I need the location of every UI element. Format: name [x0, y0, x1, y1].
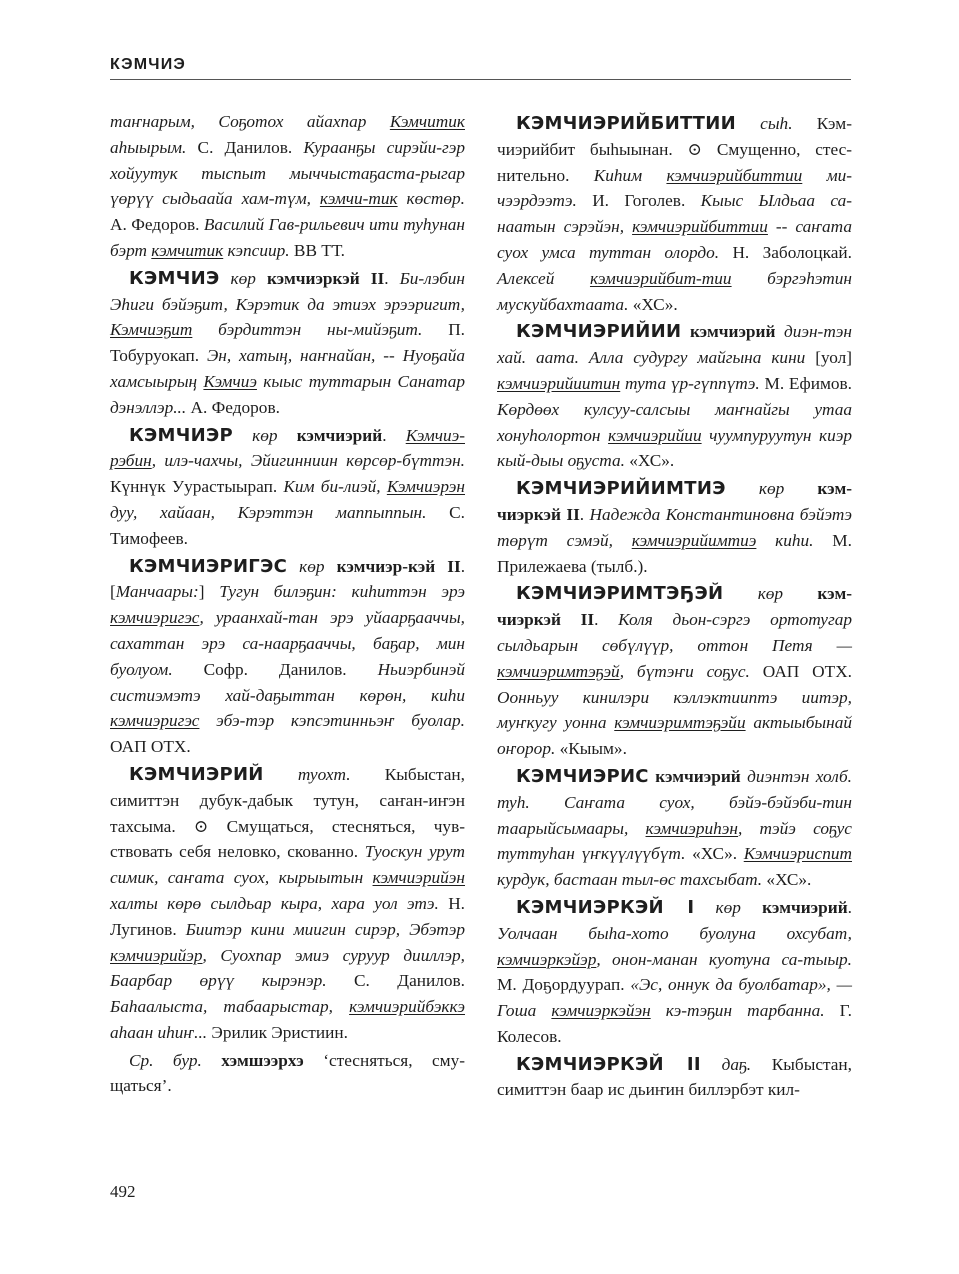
headword: КЭМЧИЭРКЭЙ I — [516, 896, 695, 918]
underlined-example: Кэмчиэриспит — [743, 844, 852, 864]
underlined-example: кэмчитик — [151, 240, 224, 260]
underlined-example: кэмчиэригэс — [110, 608, 200, 628]
text-run: . — [847, 897, 852, 917]
text-run: Кэм-чиэрийбит быһыынан. ⊙ Смущенно, стес-нительно. — [497, 114, 852, 185]
underlined-example: кэмчиэрийии — [608, 425, 702, 445]
text-run: Н. Лугинов. — [110, 893, 466, 939]
italic-text: аһаан иһиҥ... — [110, 1022, 208, 1042]
italic-text: Ким би-лиэй, — [283, 477, 387, 497]
italic-text: көр — [725, 479, 818, 499]
underlined-example: кэмчиэрийэр — [110, 945, 203, 965]
text-run: «ХС». — [628, 294, 678, 314]
bold-reference: хэмшээрхэ — [221, 1050, 304, 1070]
text-run: П. Тобуруокап. — [110, 320, 466, 366]
headword: КЭМЧИЭРИЙИИ — [516, 321, 682, 343]
italic-text: халты көрө сылдьар кыра, хара уол этэ. — [110, 893, 439, 913]
text-run: Күннүк Уурастыырап. — [110, 477, 284, 497]
underlined-example: кэмчиэрийбиттии — [632, 217, 768, 237]
text-run: И. Гоголев. — [576, 191, 701, 211]
text-run: Софр. Данилов. — [172, 659, 378, 679]
underlined-example: Кэмчиэрэн — [386, 477, 465, 497]
headword: КЭМЧИЭРИГЭС — [129, 555, 288, 577]
dictionary-entry — [497, 1052, 852, 1104]
italic-text: кыыс туттарын Санатар дэнэллэр... — [110, 371, 465, 417]
text-run: ОАП ОТХ. — [749, 661, 852, 681]
text-run: «Кыым». — [555, 739, 627, 759]
text-run: А. Федоров. — [110, 215, 204, 235]
page-number: 492 — [110, 1182, 136, 1201]
italic-text: Ср. бур. — [129, 1050, 222, 1070]
text-run: Г. Колесов. — [497, 1001, 852, 1046]
dictionary-entry — [497, 581, 852, 762]
text-run: С. Тимофеев. — [110, 502, 465, 548]
dictionary-entry — [110, 423, 465, 552]
underlined-example: кэмчиэрийиитин — [497, 373, 621, 393]
text-run: ОАП ОТХ. — [110, 737, 191, 757]
italic-text: киһи. — [756, 530, 814, 550]
italic-text: Ньиэрбинэй систиэмэтэ хай-даҕыттан көрөн, киһи — [110, 659, 465, 705]
text-run: С. Данилов. — [326, 971, 466, 991]
underlined-example: Кэмчиэҕит — [110, 320, 193, 340]
italic-text: , онон-манан куотуна са-тыыр. — [596, 949, 852, 969]
text-run — [681, 322, 690, 341]
italic-text: курдук, бастаан тыл-өс тахсыбат. — [497, 870, 763, 890]
italic-text: Эн, хатың, наҥнайан, -- Нуоҕайа хамсыырың — [110, 346, 465, 391]
underlined-example: кэмчиэркэйэн — [551, 1001, 651, 1021]
underlined-example: кэмчиэригэс — [110, 711, 200, 731]
dictionary-entry — [497, 111, 852, 317]
underlined-example: Кэмчиэ-рэбин — [110, 425, 465, 471]
italic-text: бэрдиттэн ны-мийэҕит. — [192, 320, 423, 340]
headword: КЭМЧИЭР — [129, 424, 233, 446]
italic-text: Коля дьон-сэргэ ортотугар сылдьарын сөбүлүүр, оттон Петя — — [497, 610, 852, 655]
text-run: Кыбыстан, симиттэн дубук-дабык тутун, саҥан-иҥэн тахсыма. ⊙ Смущаться, стесняться, чув-ствовать себя неловко, скованно. — [110, 764, 465, 862]
italic-text: таҥнарым, Соҕотох айахпар — [110, 112, 390, 131]
dictionary-entry — [110, 554, 465, 760]
text-run: ВВ ТТ. — [289, 240, 345, 260]
italic-text: Кураанҕы сирэйи-гэр хойуутук тыспыт мыччыстаҕаста-рыгар үөрүү сыдьаайа хам-түм, — [110, 137, 465, 209]
dictionary-entry — [497, 764, 852, 893]
dictionary-entry — [110, 1048, 465, 1100]
headword: КЭМЧИЭРИЙ — [129, 763, 264, 785]
italic-text: , ураанхай-тан эрэ уйаарҕааччы, сахаттан эрэ са-наарҕааччы, баҕар, мин буолуом. — [110, 608, 465, 679]
headword: КЭМЧИЭ — [129, 267, 220, 289]
italic-text: кэпсиир. — [223, 240, 290, 260]
bold-reference: кэмчиэрий — [689, 322, 776, 342]
italic-text: көр — [723, 584, 818, 604]
italic-text: актыыбынай оҥорор. — [497, 713, 852, 759]
italic-text: кэ-тэҕин тарбанна. — [650, 1001, 825, 1021]
italic-text: «Эс, оннук да буолбатар», — Гоша — [497, 975, 853, 1021]
italic-text: , бүтэҥи соҕус. — [619, 661, 750, 681]
italic-text: эбэ-тэр кэпсэтинньэҥ буолар. — [199, 711, 465, 731]
dictionary-entry — [110, 266, 465, 421]
italic-text: көр — [694, 897, 763, 917]
text-run: . — [384, 268, 400, 288]
text-run: . — [594, 610, 619, 630]
underlined-example: кэмчиэркэйэр — [497, 949, 597, 969]
italic-text: тута үр-гүппүтэ. — [620, 373, 760, 393]
bold-reference: кэмчиэрий — [762, 897, 848, 917]
italic-text: туохт. — [263, 764, 351, 784]
headword: КЭМЧИЭРКЭЙ II — [516, 1053, 701, 1075]
bold-reference: кэмчиэрий — [296, 425, 383, 445]
italic-text: көр — [219, 268, 267, 288]
italic-text: чуумпуруутун киэр кый-дыы оҕуста. — [497, 425, 852, 471]
text-run: А. Федоров. — [186, 397, 280, 417]
text-run: Н. Заболоцкай. — [719, 242, 852, 262]
italic-text: -- саҥата суох умса туттан олордо. — [497, 217, 852, 262]
text-run: . [ — [110, 556, 466, 602]
text-run: . — [579, 504, 590, 524]
text-run: Кыбыстан, симиттэн баар ис дьиҥин биллэрбэт кил- — [497, 1054, 852, 1100]
italic-text: бэргэһэтин мускуйбахтаата. — [497, 268, 852, 314]
italic-text: көстөр. — [397, 189, 466, 209]
text-run: ] — [198, 582, 220, 602]
underlined-example: кэмчиэрийбиттии — [666, 165, 803, 185]
italic-text: сыһ. — [735, 114, 793, 133]
text-run: «ХС». — [624, 451, 675, 471]
text-run: «ХС». — [762, 870, 812, 890]
underlined-example: кэмчиэрийбит-тии — [589, 268, 732, 288]
italic-text: дуу, хайаан, Кэрэттэн маппыппын. — [110, 502, 427, 522]
dictionary-entry — [497, 895, 852, 1050]
text-run: М. Ефимов. — [759, 373, 852, 393]
italic-text: аһыырым. — [110, 137, 187, 157]
bold-reference: кэм-чиэркэй II — [497, 584, 852, 630]
italic-text: Кыыс Ылдьаа са-наатын сэрэйэн, — [497, 191, 852, 237]
italic-text: Надежда Константиновна бэйэтэ төрүт сэмэй, — [497, 504, 852, 550]
right-column — [497, 109, 852, 1103]
underlined-example: кэмчиэриһэн — [645, 818, 738, 838]
header-rule — [110, 79, 851, 80]
text-run: ‘стесняться, сму-щаться’. — [110, 1050, 465, 1096]
underlined-example: кэмчиэрийэн — [372, 868, 465, 888]
italic-text: , тэйэ соҕус туттуһан үҥкүүлүүбүт. — [497, 818, 852, 864]
italic-text: диэн-тэн хай. аата. Алла судургу майгына кини — [497, 322, 852, 368]
text-run: [уол] — [815, 348, 852, 368]
underlined-example: кэмчиэримтэҕэй — [497, 661, 620, 681]
italic-text: Туоскун урут симик, саҥата суох, кырыытын — [110, 842, 465, 888]
text-run: «ХС». — [685, 844, 744, 864]
headword: КЭМЧИЭРИЙИМТИЭ — [516, 478, 726, 500]
italic-text: , илэ-чахчы, Эйигинниин көрсөр-бүттэн. — [151, 451, 465, 471]
bold-reference: кэм-чиэркэй II — [497, 479, 852, 524]
text-run: М. Прилежаева (тылб.). — [497, 530, 852, 576]
bold-reference: кэмчиэркэй II — [266, 268, 385, 288]
italic-text: Тугун билэҕин: киһиттэн эрэ — [219, 582, 466, 602]
italic-text: , Суохпар эмиэ суруур дииллэр, Баарбар өрүү кырэнэр. — [110, 945, 465, 991]
underlined-example: кэмчиэрийбэккэ — [349, 997, 465, 1017]
italic-text: Алексей — [497, 268, 590, 288]
text-run: . — [382, 425, 406, 445]
italic-text: көр — [287, 556, 337, 576]
running-header: КЭМЧИЭ — [110, 56, 186, 73]
continued-paragraph — [110, 109, 465, 264]
headword: КЭМЧИЭРИС — [516, 765, 649, 787]
italic-text: Василий Гав-рильевич ити туһунан бэрт — [110, 215, 465, 260]
italic-text: Киһим — [593, 165, 667, 185]
italic-text: Биитэр кини миигин сирэр, Эбэтэр — [185, 919, 465, 939]
italic-text: Көрдөөх кулсуу-салсыы маҥнайгы утаа хонуһолортон — [497, 399, 852, 445]
text-run: Эрилик Эристиин. — [207, 1022, 348, 1042]
text-run: С. Данилов. — [186, 137, 304, 157]
underlined-example: кэмчиэрийимтиэ — [631, 530, 757, 550]
italic-text: ми-чээрдээтэ. — [497, 165, 852, 211]
headword: КЭМЧИЭРИЙБИТТИИ — [516, 113, 736, 134]
dictionary-entry — [497, 319, 852, 474]
italic-text: диэнтэн холб. туһ. Саҥата суох, бэйэ-бэйэби-тин таарыйсымаары, — [497, 766, 852, 838]
italic-text: Уолчаан быһа-хото буолуна охсубат, — [497, 923, 852, 943]
dictionary-entry — [110, 762, 465, 1046]
italic-text: Манчаары: — [115, 582, 199, 602]
italic-text: Баһаалыста, табаарыстар, — [110, 997, 350, 1017]
left-column — [110, 109, 465, 1099]
italic-text: Би-лэбин Эһиги бэйэҕит, Кэрэтик да этиэх эрээригит, — [110, 268, 465, 314]
italic-text: Оонньуу кинилэри кэллэктииптэ иитэр, муҥкугу уонна — [497, 687, 852, 733]
bold-reference: кэмчиэрий — [655, 766, 741, 786]
underlined-example: кэмчиэримтэҕэйи — [614, 713, 746, 733]
italic-text: даҕ. — [700, 1054, 752, 1074]
italic-text: көр — [232, 425, 297, 445]
underlined-example: Кэмчиэ — [203, 371, 257, 391]
underlined-example: кэмчи-тик — [319, 189, 398, 209]
text-run: М. Доҕордуурап. — [497, 975, 631, 995]
dictionary-entry — [497, 476, 852, 579]
underlined-example: Кэмчитик — [389, 112, 465, 131]
bold-reference: кэмчиэр-кэй II — [336, 556, 461, 576]
headword: КЭМЧИЭРИМТЭҔЭЙ — [516, 583, 724, 605]
